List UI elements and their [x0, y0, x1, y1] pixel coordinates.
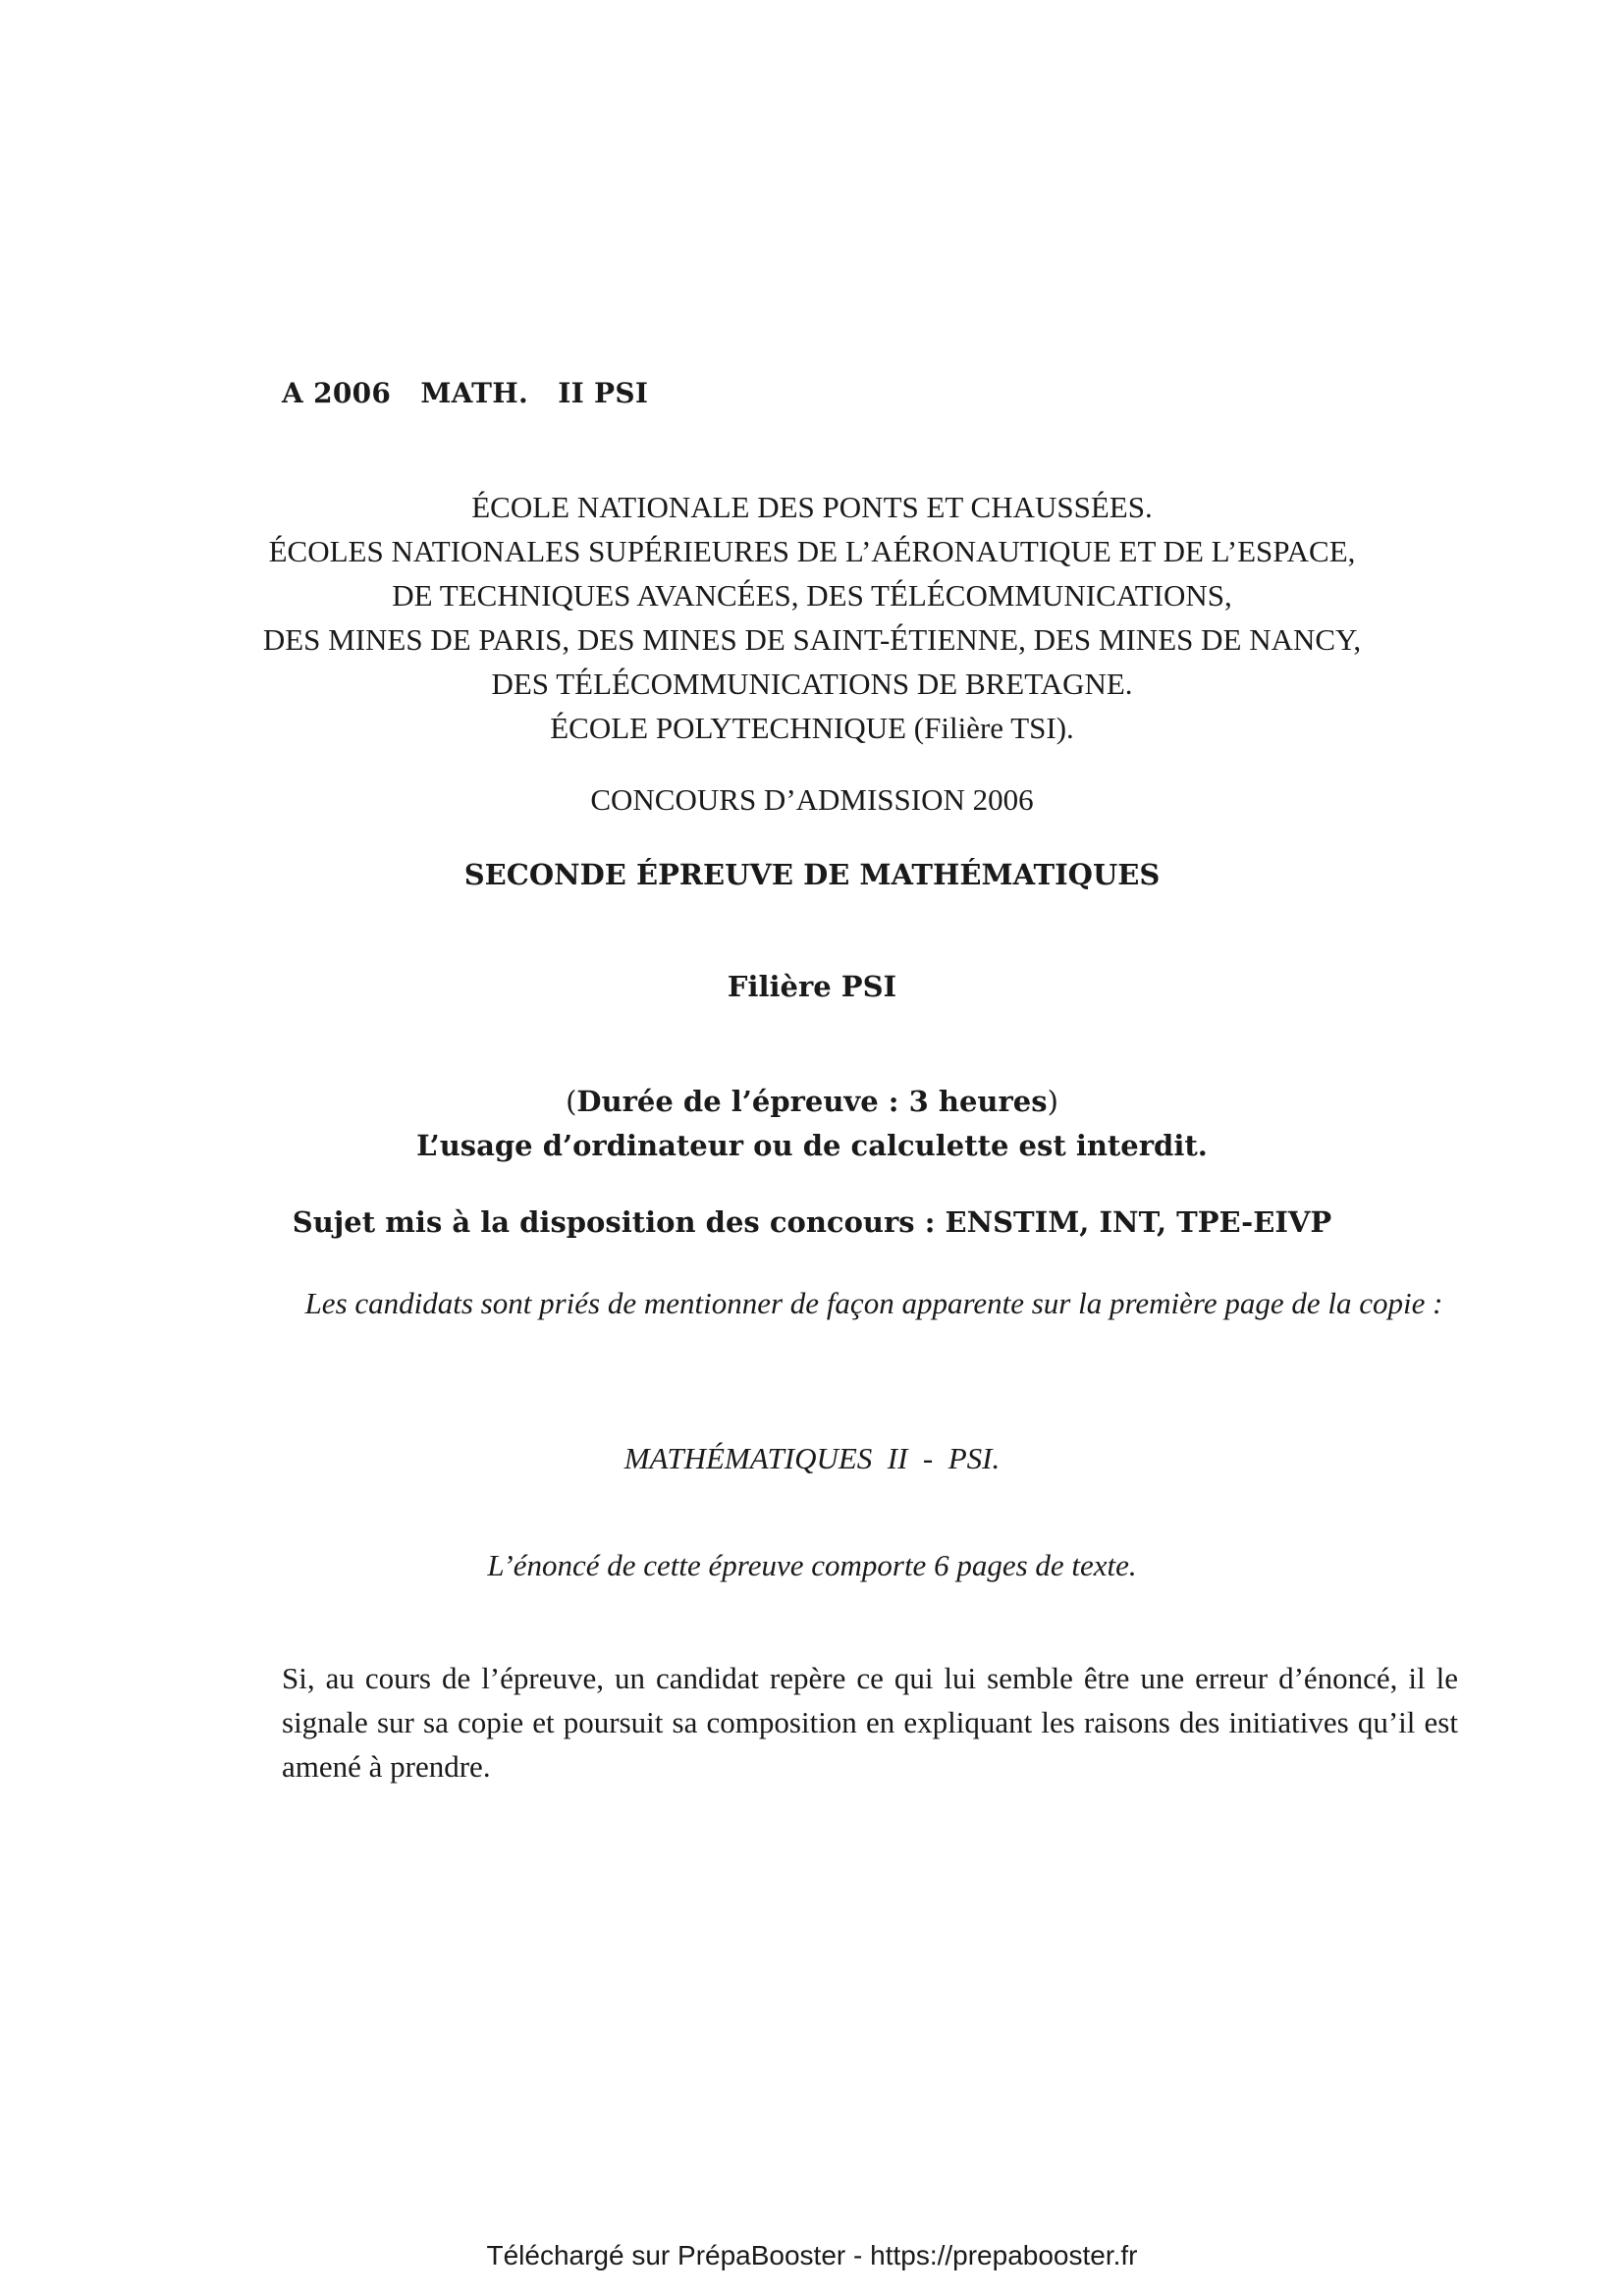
concours-title: CONCOURS D’ADMISSION 2006: [590, 782, 1034, 817]
exam-code: A 2006 MATH. II PSI: [282, 377, 649, 409]
candidats-instruction: Les candidats sont priés de mentionner de façon apparente sur la première page de la copie :: [304, 1286, 1443, 1320]
school-line: DES TÉLÉCOMMUNICATIONS DE BRETAGNE.: [491, 667, 1133, 701]
download-footer: Téléchargé sur PrépaBooster - https://prepabooster.fr: [486, 2240, 1138, 2270]
paren-open: (: [566, 1085, 577, 1118]
school-line: ÉCOLE POLYTECHNIQUE (Filière TSI).: [550, 711, 1074, 745]
enonce-pages-note: L’énoncé de cette épreuve comporte 6 pages de texte.: [487, 1548, 1137, 1582]
epreuve-title: SECONDE ÉPREUVE DE MATHÉMATIQUES: [463, 858, 1161, 891]
paren-close: ): [1047, 1085, 1058, 1118]
duree-text: Durée de l’épreuve : 3 heures: [576, 1085, 1048, 1118]
interdit-line: L’usage d’ordinateur ou de calculette est interdit.: [416, 1129, 1208, 1162]
school-line: ÉCOLES NATIONALES SUPÉRIEURES DE L’AÉRONAUTIQUE ET DE L’ESPACE,: [268, 534, 1356, 568]
schools-list: [0, 485, 1624, 750]
error-notice-paragraph: Si, au cours de l’épreuve, un candidat repère ce qui lui semble être une erreur d’énoncé, il le signale sur sa copie et poursuit sa composition en expliquant les raisons des initiatives qu’il est amené à prendre.: [282, 1661, 1458, 1784]
sujet-line: Sujet mis à la disposition des concours : ENSTIM, INT, TPE-EIVP: [292, 1205, 1332, 1239]
duree-block: [0, 1080, 1624, 1168]
duree-line: [0, 1080, 1624, 1124]
copy-mention: MATHÉMATIQUES II - PSI.: [623, 1441, 1001, 1475]
school-line: ÉCOLE NATIONALE DES PONTS ET CHAUSSÉES.: [471, 490, 1153, 524]
school-line: DE TECHNIQUES AVANCÉES, DES TÉLÉCOMMUNICATIONS,: [392, 578, 1232, 613]
school-line: DES MINES DE PARIS, DES MINES DE SAINT-ÉTIENNE, DES MINES DE NANCY,: [262, 622, 1362, 657]
filiere-label: Filière PSI: [727, 970, 897, 1003]
